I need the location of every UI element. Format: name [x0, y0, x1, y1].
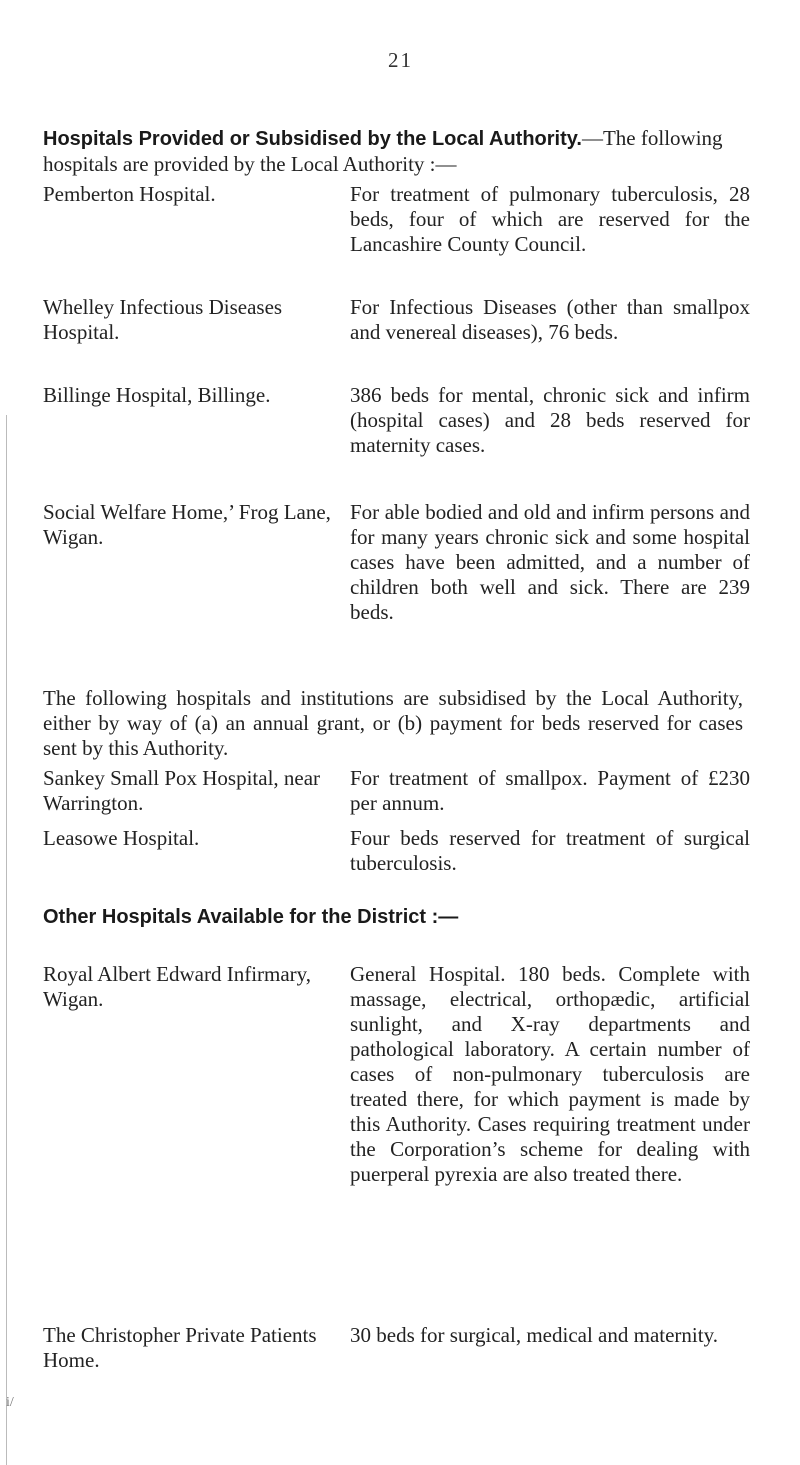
section2-heading: Other Hospitals Available for the District :— — [43, 906, 459, 928]
page-number: 21 — [388, 48, 413, 72]
hospital-name: Royal Albert Edward Infirmary, Wigan. — [43, 962, 312, 1011]
hospital-name: Sankey Small Pox Hospital, near Warrington. — [43, 766, 321, 815]
hospital-description: 30 beds for surgical, medical and maternity. — [350, 1323, 718, 1347]
margin-mark: i/ — [6, 1395, 14, 1410]
hospital-name: Social Welfare Home,’ Frog Lane, Wigan. — [43, 500, 331, 549]
section1-heading: Hospitals Provided or Subsidised by the Local Authority. — [43, 128, 582, 150]
hospital-name: Pemberton Hospital. — [43, 182, 216, 206]
hospital-description: For treatment of pulmonary tuberculosis, 28 beds, four of which are reserved for the Lancashire County Council. — [350, 182, 750, 256]
hospital-name: Billinge Hospital, Billinge. — [43, 383, 271, 407]
left-margin-line — [6, 415, 7, 1465]
subsidised-paragraph: The following hospitals and institutions are subsidised by the Local Authority, either by way of (a) an annual grant, or (b) payment for beds reserved for cases sent by this Authority. — [43, 686, 743, 760]
hospital-name: The Christopher Private Patients Home. — [43, 1323, 317, 1372]
hospital-description: Four beds reserved for treatment of surgical tuberculosis. — [350, 826, 750, 875]
hospital-name: Whelley Infectious Diseases Hospital. — [43, 295, 283, 344]
hospital-name: Leasowe Hospital. — [43, 826, 200, 850]
section1-intro — [43, 126, 743, 177]
section1-intro-text: —The following hospitals are provided by the Local Authority :— — [43, 126, 723, 176]
hospital-description: 386 beds for mental, chronic sick and infirm (hospital cases) and 28 beds reserved for maternity cases. — [350, 383, 750, 457]
hospital-description: For able bodied and old and infirm persons and for many years chronic sick and some hospital cases have been admitted, and a number of children both well and sick. There are 239 beds. — [350, 500, 750, 624]
hospital-description: General Hospital. 180 beds. Complete with massage, electrical, orthopædic, artificial sunlight, and X-ray departments and pathological laboratory. A certain number of cases of non-pulmonary tuberculosis are treated there, for which payment is made by this Authority. Cases requiring treatment under the Corporation’s scheme for dealing with puerperal pyrexia are also treated there. — [350, 962, 750, 1186]
hospital-description: For treatment of smallpox. Payment of £230 per annum. — [350, 766, 750, 815]
hospital-description: For Infectious Diseases (other than smallpox and venereal diseases), 76 beds. — [350, 295, 750, 344]
